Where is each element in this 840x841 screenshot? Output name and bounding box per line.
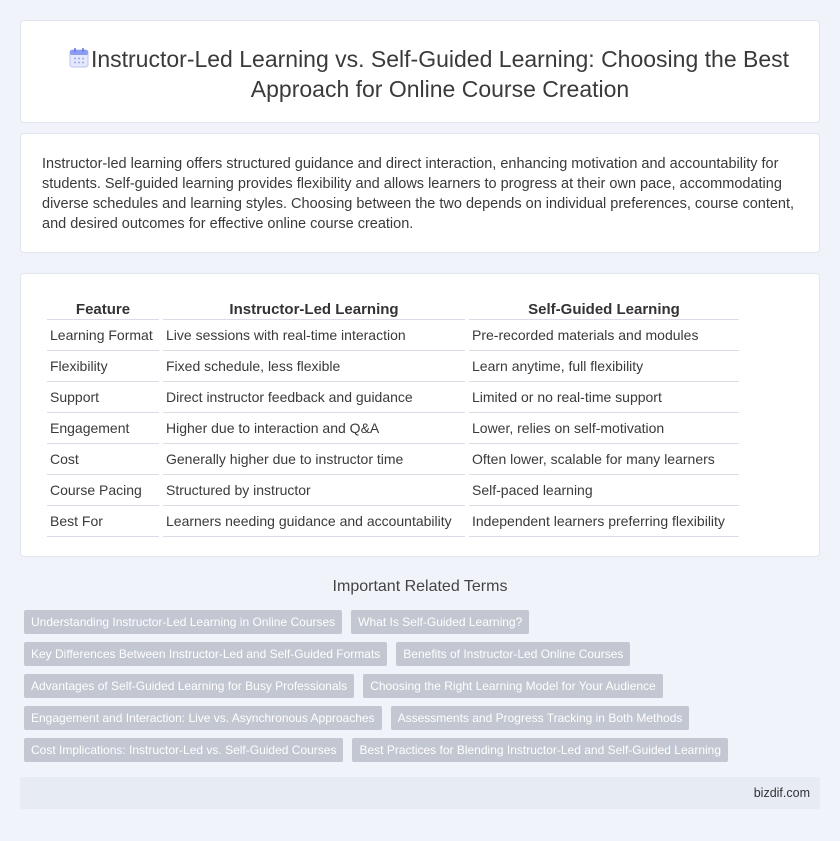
- related-term-link[interactable]: Choosing the Right Learning Model for Your Audience: [363, 674, 663, 698]
- related-term-link[interactable]: What Is Self-Guided Learning?: [351, 610, 529, 634]
- tag-row: [24, 706, 804, 730]
- column-header-instructor-led: Instructor-Led Learning: [163, 294, 465, 320]
- title-card: [20, 20, 820, 123]
- related-term-link[interactable]: Engagement and Interaction: Live vs. Asynchronous Approaches: [24, 706, 382, 730]
- feature-cell: Flexibility: [47, 351, 159, 382]
- instructor-led-cell: Fixed schedule, less flexible: [163, 351, 465, 382]
- self-guided-cell: Lower, relies on self-motivation: [469, 413, 739, 444]
- table-row: [47, 475, 739, 506]
- related-term-link[interactable]: Benefits of Instructor-Led Online Courses: [396, 642, 630, 666]
- tag-row: [24, 642, 804, 666]
- feature-cell: Engagement: [47, 413, 159, 444]
- self-guided-cell: Pre-recorded materials and modules: [469, 320, 739, 351]
- related-term-link[interactable]: Cost Implications: Instructor-Led vs. Self-Guided Courses: [24, 738, 343, 762]
- related-terms-list: [24, 610, 804, 770]
- self-guided-cell: Learn anytime, full flexibility: [469, 351, 739, 382]
- instructor-led-cell: Live sessions with real-time interaction: [163, 320, 465, 351]
- instructor-led-cell: Learners needing guidance and accountability: [163, 506, 465, 537]
- instructor-led-cell: Structured by instructor: [163, 475, 465, 506]
- page-title: Instructor-Led Learning vs. Self-Guided Learning: Choosing the Best Approach for Online Course Creation: [90, 46, 790, 102]
- instructor-led-cell: Direct instructor feedback and guidance: [163, 382, 465, 413]
- self-guided-cell: Independent learners preferring flexibility: [469, 506, 739, 537]
- table-row: [47, 506, 739, 537]
- feature-cell: Best For: [47, 506, 159, 537]
- feature-cell: Learning Format: [47, 320, 159, 351]
- intro-card: [20, 133, 820, 253]
- related-term-link[interactable]: Advantages of Self-Guided Learning for Busy Professionals: [24, 674, 354, 698]
- tag-row: [24, 738, 804, 762]
- self-guided-cell: Limited or no real-time support: [469, 382, 739, 413]
- intro-paragraph: Instructor-led learning offers structured guidance and direct interaction, enhancing motivation and accountability for students. Self-guided learning provides flexibility and allows learners to progress at their own pace, accommodating diverse schedules and learning styles. Choosing between the two depends on individual preferences, course content, and desired outcomes for effective online course creation.: [42, 156, 795, 232]
- self-guided-cell: Often lower, scalable for many learners: [469, 444, 739, 475]
- feature-cell: Cost: [47, 444, 159, 475]
- table-row: [47, 351, 739, 382]
- table-header-row: [47, 294, 739, 320]
- tag-row: [24, 610, 804, 634]
- tag-row: [24, 674, 804, 698]
- footer-site-name: bizdif.com: [753, 786, 810, 800]
- table-row: [47, 382, 739, 413]
- column-header-feature: Feature: [47, 294, 159, 320]
- table-row: [47, 444, 739, 475]
- related-term-link[interactable]: Assessments and Progress Tracking in Both Methods: [391, 706, 690, 730]
- table-row: [47, 413, 739, 444]
- related-term-link[interactable]: Best Practices for Blending Instructor-Led and Self-Guided Learning: [352, 738, 728, 762]
- column-header-self-guided: Self-Guided Learning: [469, 294, 739, 320]
- related-term-link[interactable]: Understanding Instructor-Led Learning in Online Courses: [24, 610, 342, 634]
- instructor-led-cell: Higher due to interaction and Q&A: [163, 413, 465, 444]
- footer: [20, 777, 820, 809]
- related-term-link[interactable]: Key Differences Between Instructor-Led and Self-Guided Formats: [24, 642, 387, 666]
- instructor-led-cell: Generally higher due to instructor time: [163, 444, 465, 475]
- self-guided-cell: Self-paced learning: [469, 475, 739, 506]
- comparison-card: [20, 273, 820, 557]
- table-row: [47, 320, 739, 351]
- related-terms-heading: Important Related Terms: [332, 578, 508, 595]
- comparison-table: [43, 294, 743, 537]
- feature-cell: Course Pacing: [47, 475, 159, 506]
- feature-cell: Support: [47, 382, 159, 413]
